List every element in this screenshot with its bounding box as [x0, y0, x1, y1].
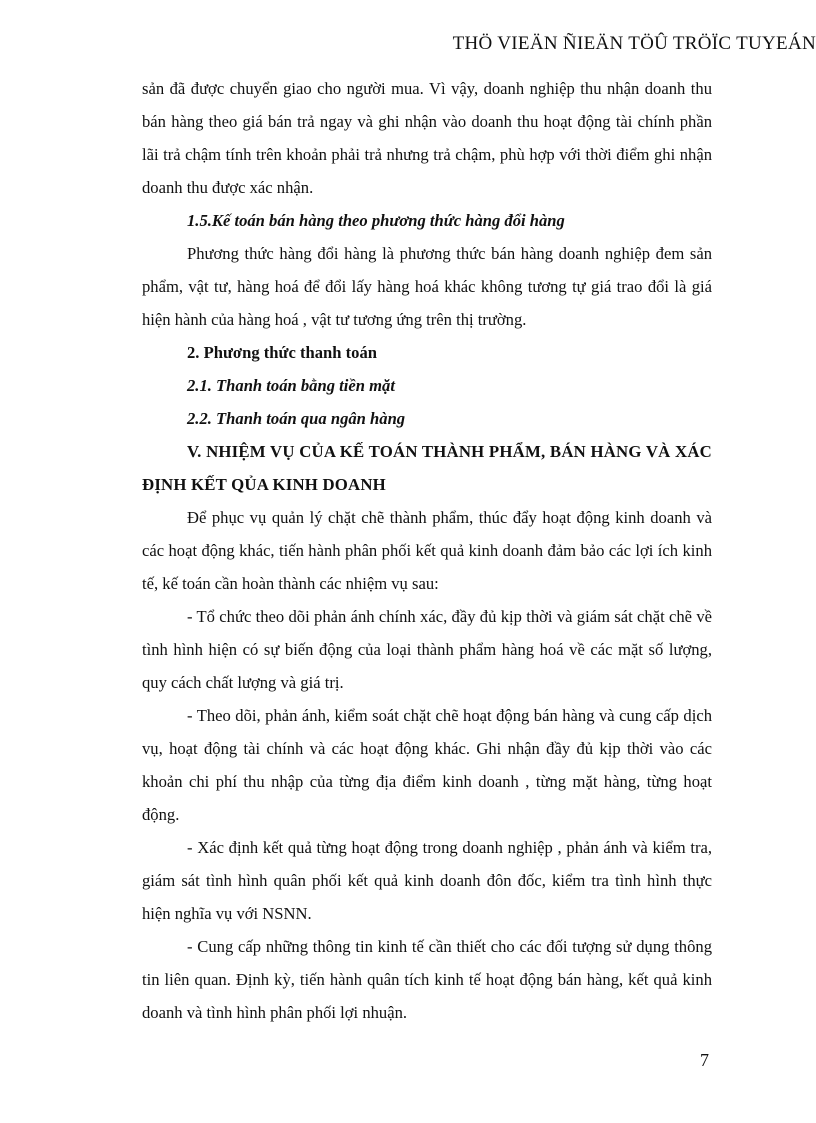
task-item-2: - Theo dõi, phản ánh, kiểm soát chặt chẽ hoạt động bán hàng và cung cấp dịch vụ, hoạt động tài chính và các hoạt động khác. Ghi nhận đầy đủ kịp thời vào các khoản chi phí thu nhập của từng địa điểm kinh doanh , từng mặt hàng, từng hoạt động.: [142, 706, 712, 824]
task-item-4: - Cung cấp những thông tin kinh tế cần thiết cho các đối tượng sử dụng thông tin liên quan. Định kỳ, tiến hành quân tích kinh tế hoạt động bán hàng, kết quả kinh doanh và tình hình phân phối lợi nhuận.: [142, 937, 712, 1022]
task-item-1: - Tổ chức theo dõi phản ánh chính xác, đầy đủ kịp thời và giám sát chặt chẽ về tình hình hiện có sự biến động của loại thành phẩm hàng hoá về các mặt số lượng, quy cách chất lượng và giá trị.: [142, 607, 712, 692]
paragraph-continuation: sản đã được chuyển giao cho người mua. Vì vậy, doanh nghiệp thu nhận doanh thu bán hàng theo giá bán trả ngay và ghi nhận vào doanh thu hoạt động tài chính phần lãi trả chậm tính trên khoản phải trả nhưng trả chậm, phù hợp với thời điểm ghi nhận doanh thu được xác nhận.: [142, 79, 712, 197]
paragraph-intro-tasks: Để phục vụ quản lý chặt chẽ thành phẩm, thúc đẩy hoạt động kinh doanh và các hoạt động khác, tiến hành phân phối kết quả kinh doanh đảm bảo các lợi ích kinh tế, kế toán cần hoàn thành các nhiệm vụ sau:: [142, 508, 712, 593]
heading-2-1: 2.1. Thanh toán bằng tiền mặt: [187, 376, 395, 395]
document-body: [142, 72, 712, 1029]
section-heading-v: V. NHIỆM VỤ CỦA KẾ TOÁN THÀNH PHẨM, BÁN HÀNG VÀ XÁC ĐỊNH KẾT QỦA KINH DOANH: [142, 442, 712, 494]
heading-1-5: 1.5.Kế toán bán hàng theo phương thức hàng đổi hàng: [187, 211, 565, 230]
paragraph-barter: Phương thức hàng đổi hàng là phương thức bán hàng doanh nghiệp đem sản phẩm, vật tư, hàng hoá để đổi lấy hàng hoá khác không tương tự giá trao đổi là giá hiện hành của hàng hoá , vật tư tương ứng trên thị trường.: [142, 244, 712, 329]
task-item-3: - Xác định kết quả từng hoạt động trong doanh nghiệp , phản ánh và kiểm tra, giám sát tình hình quân phối kết quả kinh doanh đôn đốc, kiểm tra tình hình thực hiện nghĩa vụ với NSNN.: [142, 838, 712, 923]
page-header: THÖ VIEÄN ÑIEÄN TÖÛ TRÖÏC TUYEÁN: [452, 33, 816, 54]
heading-2: 2. Phương thức thanh toán: [187, 343, 378, 362]
heading-2-2: 2.2. Thanh toán qua ngân hàng: [187, 409, 406, 428]
page-number: 7: [700, 1050, 709, 1070]
